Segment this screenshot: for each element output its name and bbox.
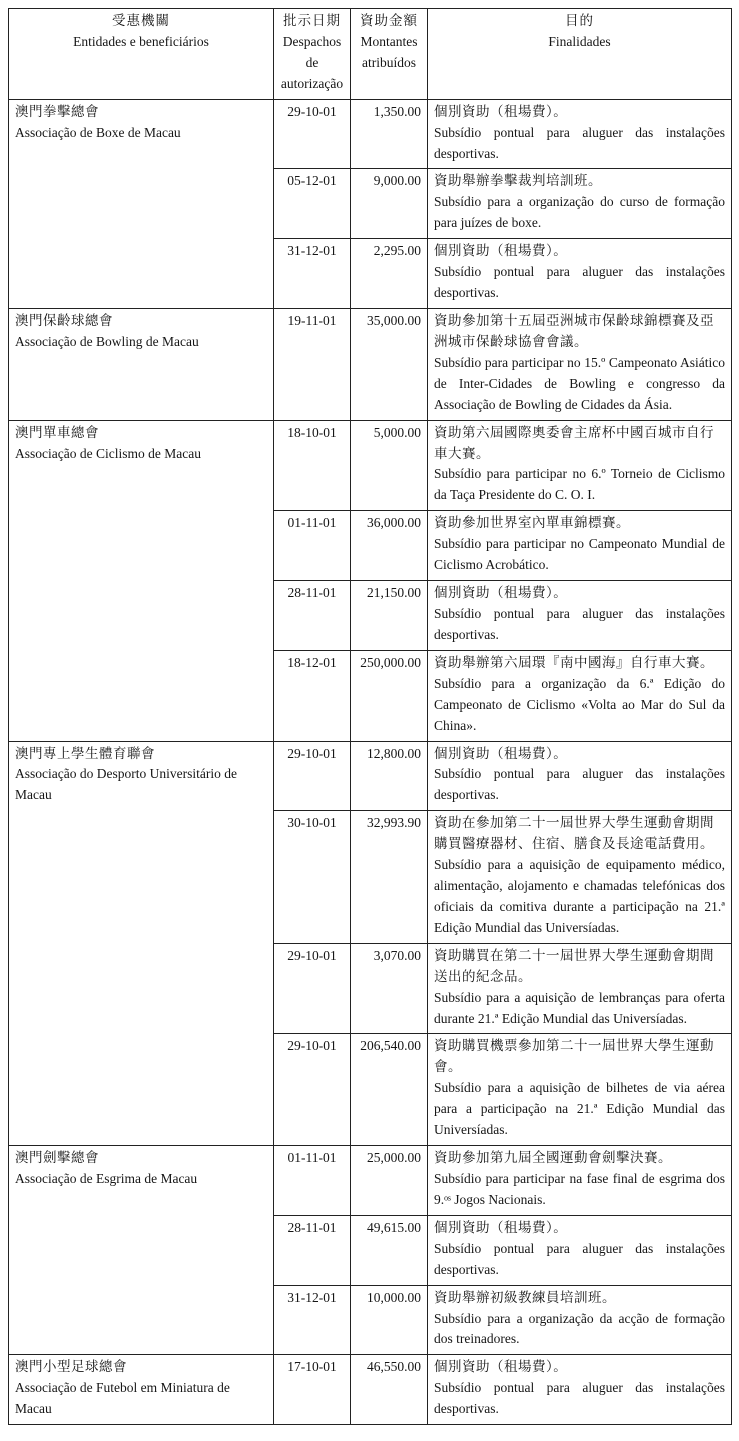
purpose-cell xyxy=(428,1285,732,1355)
purpose-pt: Subsídio para participar no 6.º Torneio de Ciclismo da Taça Presidente do C. O. I. xyxy=(434,466,725,503)
entity-name-zh: 澳門專上學生體育聯會 xyxy=(15,745,155,761)
date-cell: 17-10-01 xyxy=(274,1355,351,1425)
purpose-cell xyxy=(428,741,732,811)
purpose-cell xyxy=(428,511,732,581)
purpose-cell xyxy=(428,1355,732,1425)
table-header xyxy=(9,9,732,100)
entity-name-pt: Associação de Boxe de Macau xyxy=(15,124,181,140)
grant-row xyxy=(9,741,732,811)
amount-cell: 3,070.00 xyxy=(351,943,428,1034)
entity-cell xyxy=(9,1146,274,1355)
purpose-zh: 資助參加第九屆全國運動會劍擊決賽。 xyxy=(434,1150,672,1166)
date-cell: 29-10-01 xyxy=(274,1034,351,1146)
purpose-zh: 資助第六屆國際奧委會主席杯中國百城市自行車大賽。 xyxy=(434,424,714,461)
entity-name-zh: 澳門拳擊總會 xyxy=(15,103,99,119)
purpose-cell xyxy=(428,811,732,944)
purpose-cell xyxy=(428,239,732,309)
date-cell: 29-10-01 xyxy=(274,943,351,1034)
purpose-cell xyxy=(428,1034,732,1146)
header-amount xyxy=(351,9,428,100)
header-purpose xyxy=(428,9,732,100)
purpose-pt: Subsídio pontual para aluguer das instalações desportivas. xyxy=(434,1380,725,1417)
entity-name-pt: Associação de Esgrima de Macau xyxy=(15,1171,198,1187)
purpose-pt: Subsídio para participar no Campeonato Mundial de Ciclismo Acrobático. xyxy=(434,536,725,573)
purpose-zh: 個別資助（租場費）。 xyxy=(434,1359,568,1375)
date-cell: 18-10-01 xyxy=(274,420,351,511)
entity-cell xyxy=(9,99,274,308)
header-amount-zh: 資助金額 xyxy=(360,13,418,28)
header-date-pt-line1: Despachos de xyxy=(282,33,342,70)
header-entities-pt: Entidades e beneficiários xyxy=(73,33,209,49)
date-cell: 18-12-01 xyxy=(274,650,351,741)
date-cell: 05-12-01 xyxy=(274,169,351,239)
amount-cell: 21,150.00 xyxy=(351,581,428,651)
header-row xyxy=(9,9,732,100)
purpose-zh: 資助舉辦拳擊裁判培訓班。 xyxy=(434,173,602,189)
purpose-pt: Subsídio para a aquisição de bilhetes de via aérea para a participação na 21.ª Edição Mundial das Universíadas. xyxy=(434,1080,725,1138)
purpose-zh: 資助舉辦第六屆環『南中國海』自行車大賽。 xyxy=(434,654,714,670)
amount-cell: 5,000.00 xyxy=(351,420,428,511)
amount-cell: 25,000.00 xyxy=(351,1146,428,1216)
date-cell: 28-11-01 xyxy=(274,581,351,651)
date-cell: 29-10-01 xyxy=(274,741,351,811)
date-cell: 29-10-01 xyxy=(274,99,351,169)
header-purpose-zh: 目的 xyxy=(565,13,594,28)
entity-cell xyxy=(9,308,274,420)
entity-name-zh: 澳門單車總會 xyxy=(15,424,99,440)
purpose-zh: 資助參加世界室內單車錦標賽。 xyxy=(434,515,630,531)
purpose-cell xyxy=(428,420,732,511)
purpose-pt: Subsídio para participar na fase final de esgrima dos 9.ᵒˢ Jogos Nacionais. xyxy=(434,1171,725,1207)
purpose-zh: 個別資助（租場費）。 xyxy=(434,243,568,259)
purpose-zh: 資助購買在第二十一屆世界大學生運動會期間送出的紀念品。 xyxy=(434,947,714,984)
purpose-zh: 個別資助（租場費）。 xyxy=(434,585,568,601)
entity-name-pt: Associação de Ciclismo de Macau xyxy=(15,445,201,461)
purpose-pt: Subsídio pontual para aluguer das instalações desportivas. xyxy=(434,766,725,803)
amount-cell: 46,550.00 xyxy=(351,1355,428,1425)
purpose-pt: Subsídio pontual para aluguer das instalações desportivas. xyxy=(434,1240,725,1277)
grant-row xyxy=(9,1146,732,1216)
amount-cell: 49,615.00 xyxy=(351,1215,428,1285)
entity-name-zh: 澳門小型足球總會 xyxy=(15,1359,127,1375)
purpose-pt: Subsídio para a organização do curso de formação para juízes de boxe. xyxy=(434,194,725,231)
purpose-zh: 資助舉辦初級教練員培訓班。 xyxy=(434,1289,616,1305)
purpose-cell xyxy=(428,169,732,239)
header-entities-zh: 受惠機關 xyxy=(112,13,170,28)
amount-cell: 32,993.90 xyxy=(351,811,428,944)
purpose-zh: 資助在參加第二十一屆世界大學生運動會期間購買醫療器材、住宿、膳食及長途電話費用。 xyxy=(434,815,714,852)
grant-row xyxy=(9,308,732,420)
date-cell: 28-11-01 xyxy=(274,1215,351,1285)
purpose-pt: Subsídio para a organização da acção de formação dos treinadores. xyxy=(434,1310,725,1347)
purpose-pt: Subsídio para participar no 15.º Campeonato Asiático de Inter-Cidades de Bowling e congresso da Associação de Bowling de Cidades da Ásia. xyxy=(434,354,725,412)
purpose-pt: Subsídio para a aquisição de equipamento médico, alimentação, alojamento e chamadas telefónicas dos oficiais da comitiva durante a participação na 21.ª Edição Mundial das Universíadas. xyxy=(434,857,725,935)
purpose-cell xyxy=(428,650,732,741)
entity-cell xyxy=(9,420,274,741)
purpose-zh: 個別資助（租場費）。 xyxy=(434,103,568,119)
purpose-zh: 個別資助（租場費）。 xyxy=(434,1219,568,1235)
entity-cell xyxy=(9,1355,274,1425)
date-cell: 01-11-01 xyxy=(274,511,351,581)
header-amount-pt-line2: atribuídos xyxy=(362,54,416,70)
header-date-pt-line2: autorização xyxy=(280,75,344,91)
amount-cell: 12,800.00 xyxy=(351,741,428,811)
purpose-cell xyxy=(428,943,732,1034)
grant-row xyxy=(9,420,732,511)
purpose-cell xyxy=(428,1146,732,1216)
purpose-cell xyxy=(428,308,732,420)
amount-cell: 35,000.00 xyxy=(351,308,428,420)
amount-cell: 250,000.00 xyxy=(351,650,428,741)
purpose-pt: Subsídio pontual para aluguer das instalações desportivas. xyxy=(434,264,725,301)
purpose-zh: 資助購買機票參加第二十一屆世界大學生運動會。 xyxy=(434,1038,714,1075)
entity-name-zh: 澳門保齡球總會 xyxy=(15,312,113,328)
header-date xyxy=(274,9,351,100)
purpose-pt: Subsídio para a aquisição de lembranças para oferta durante 21.ª Edição Mundial das Universíadas. xyxy=(434,989,725,1026)
purpose-cell xyxy=(428,581,732,651)
purpose-cell xyxy=(428,99,732,169)
purpose-pt: Subsídio pontual para aluguer das instalações desportivas. xyxy=(434,605,725,642)
header-amount-pt-line1: Montantes xyxy=(360,33,418,49)
entity-name-pt: Associação do Desporto Universitário de Macau xyxy=(15,766,237,803)
purpose-zh: 個別資助（租場費）。 xyxy=(434,745,568,761)
entity-name-pt: Associação de Bowling de Macau xyxy=(15,333,199,349)
purpose-zh: 資助參加第十五屆亞洲城市保齡球錦標賽及亞洲城市保齡球協會會議。 xyxy=(434,312,714,349)
header-date-zh: 批示日期 xyxy=(283,13,341,28)
date-cell: 30-10-01 xyxy=(274,811,351,944)
purpose-cell xyxy=(428,1215,732,1285)
table-body xyxy=(9,99,732,1424)
date-cell: 31-12-01 xyxy=(274,1285,351,1355)
entity-cell xyxy=(9,741,274,1146)
header-entities xyxy=(9,9,274,100)
grant-row xyxy=(9,1355,732,1425)
amount-cell: 2,295.00 xyxy=(351,239,428,309)
purpose-pt: Subsídio para a organização da 6.ª Edição do Campeonato de Ciclismo «Volta ao Mar do Sul da China». xyxy=(434,675,725,733)
entity-name-zh: 澳門劍擊總會 xyxy=(15,1150,99,1166)
amount-cell: 9,000.00 xyxy=(351,169,428,239)
date-cell: 31-12-01 xyxy=(274,239,351,309)
purpose-pt: Subsídio pontual para aluguer das instalações desportivas. xyxy=(434,124,725,161)
header-purpose-pt: Finalidades xyxy=(548,33,611,49)
amount-cell: 10,000.00 xyxy=(351,1285,428,1355)
date-cell: 19-11-01 xyxy=(274,308,351,420)
date-cell: 01-11-01 xyxy=(274,1146,351,1216)
grant-row xyxy=(9,99,732,169)
entity-name-pt: Associação de Futebol em Miniatura de Macau xyxy=(15,1380,230,1417)
amount-cell: 206,540.00 xyxy=(351,1034,428,1146)
amount-cell: 36,000.00 xyxy=(351,511,428,581)
amount-cell: 1,350.00 xyxy=(351,99,428,169)
subsidy-table xyxy=(8,8,732,1425)
